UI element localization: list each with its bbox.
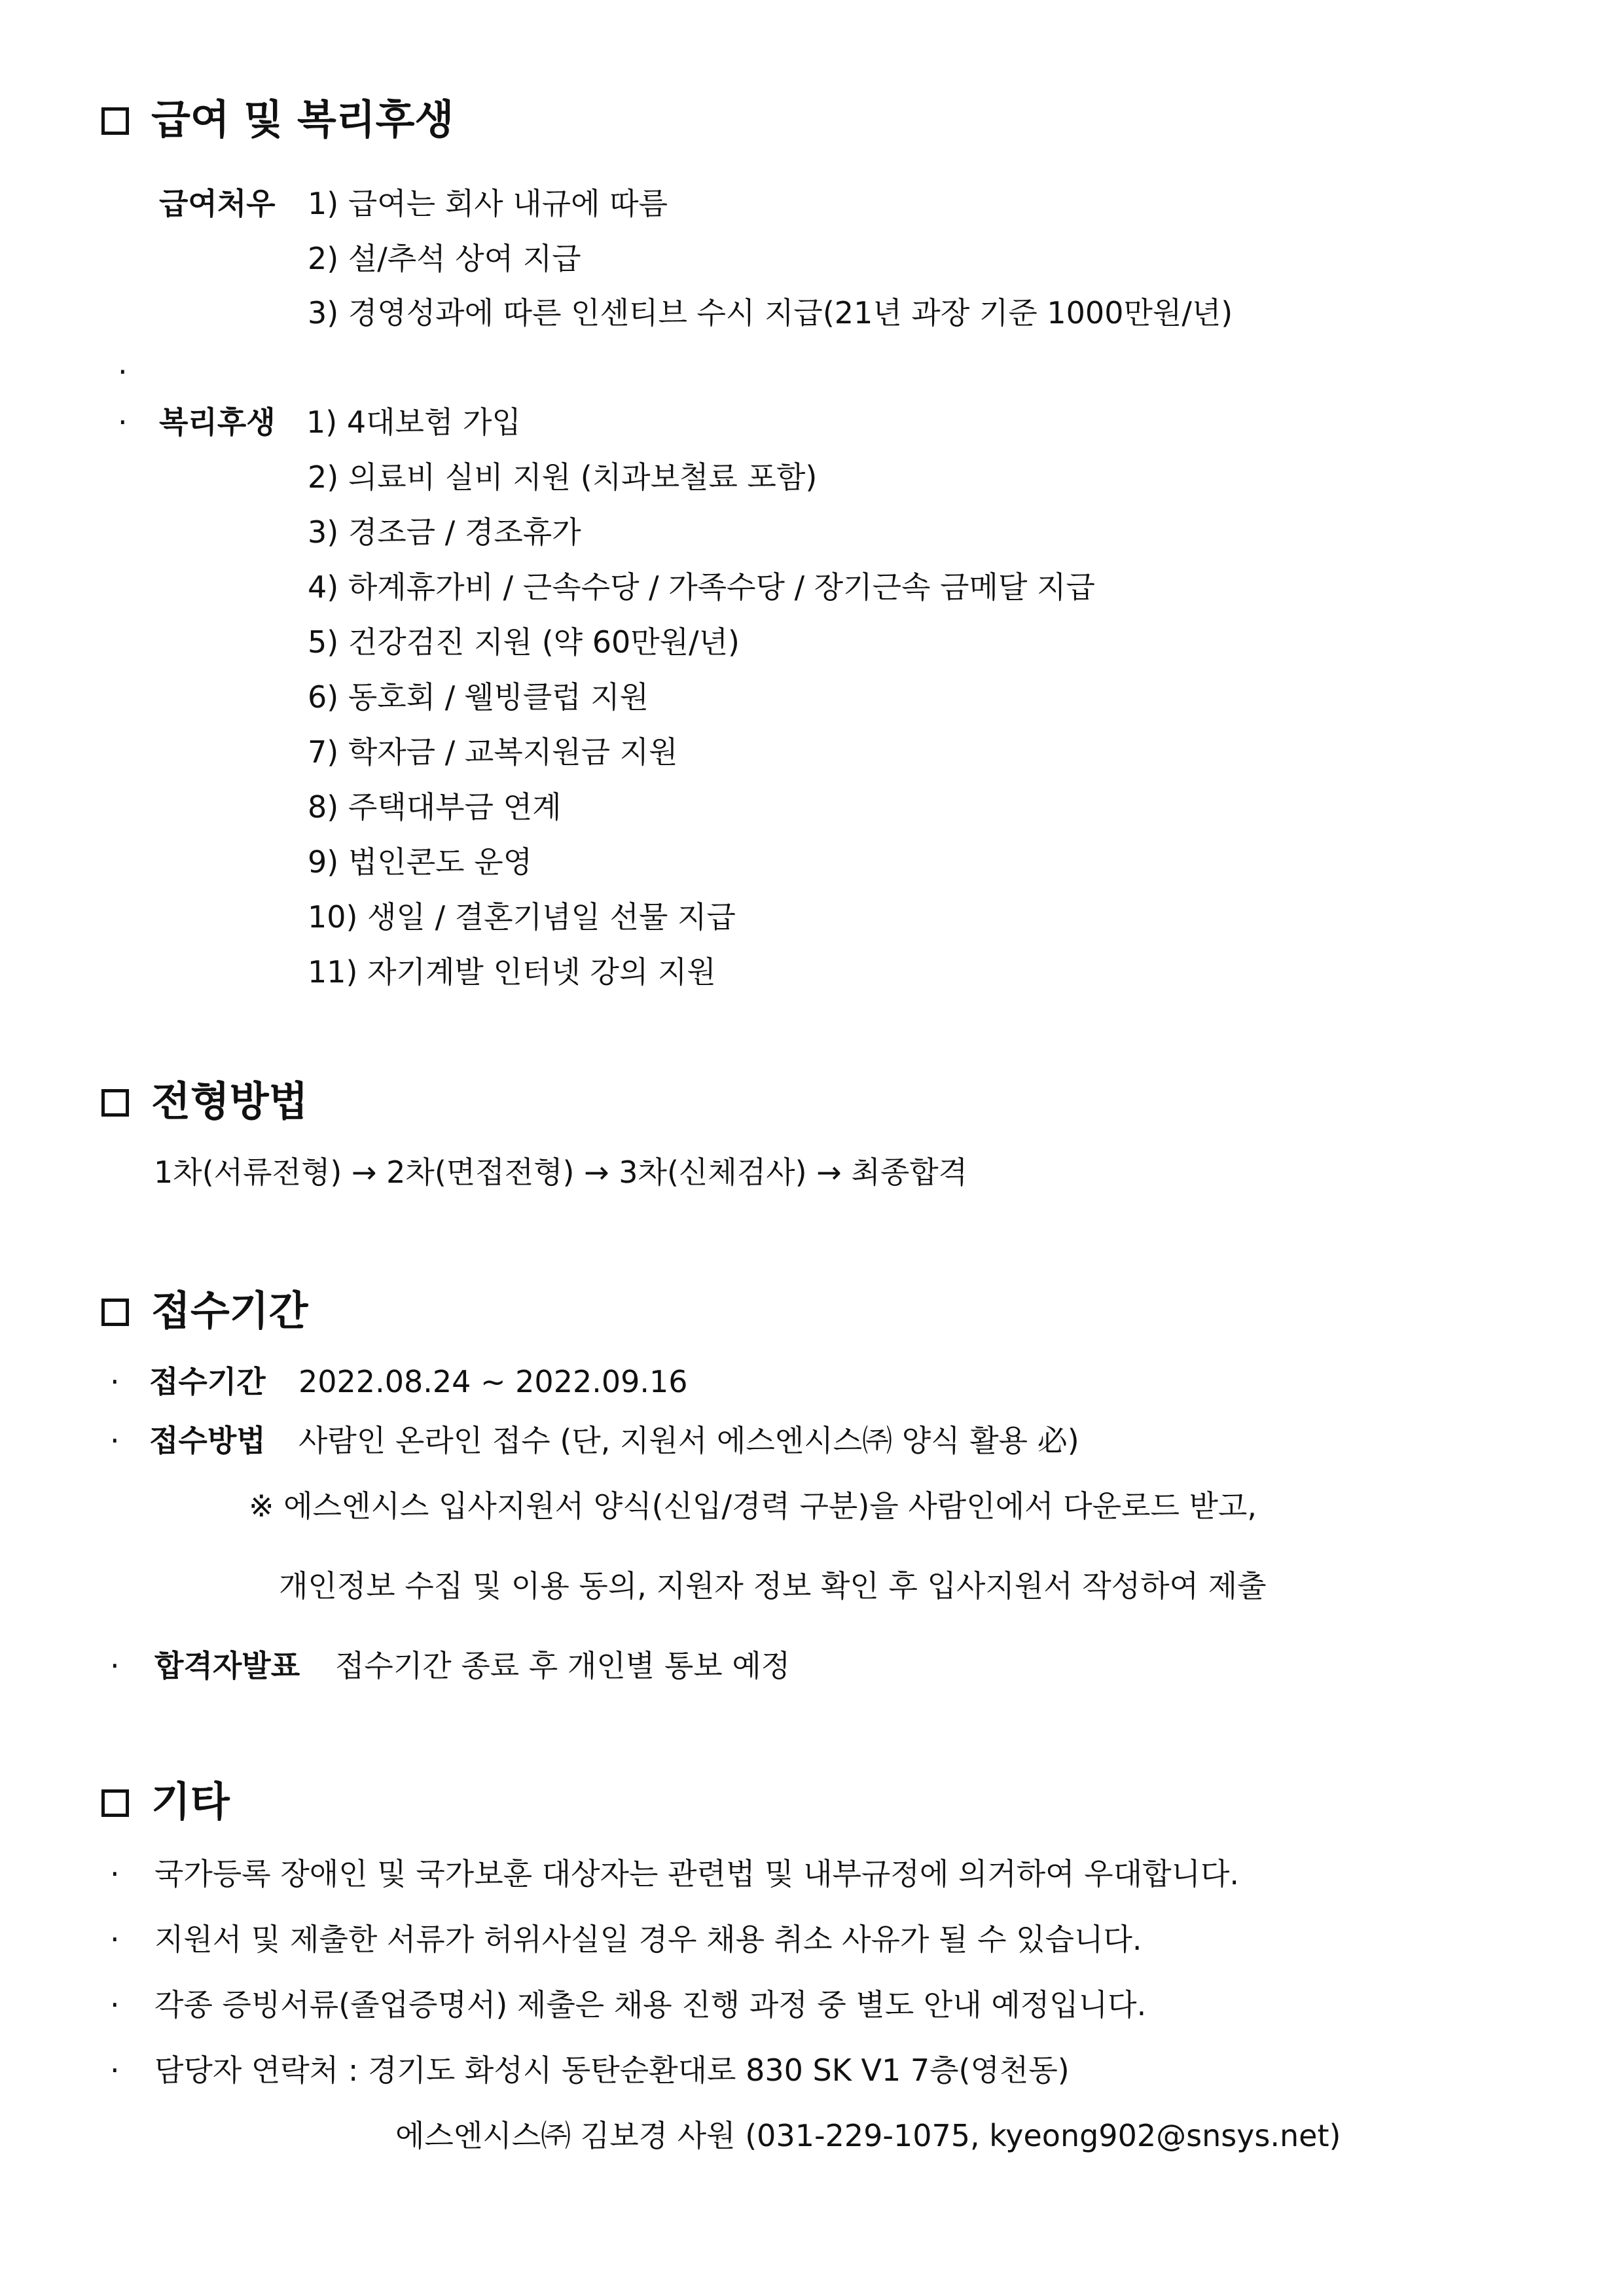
period-value: 2022.08.24 ~ 2022.09.16 — [298, 1364, 688, 1399]
section-heading-other — [101, 1778, 230, 1825]
bullet-dot: · — [110, 1987, 120, 2022]
section-title: 접수기간 — [151, 1287, 308, 1335]
bullet-dot: · — [110, 1364, 120, 1399]
announce-value: 접수기간 종료 후 개인별 통보 예정 — [335, 1648, 791, 1683]
period-label: 접수기간 — [149, 1364, 266, 1399]
welfare-item-2: 2) 의료비 실비 지원 (치과보철료 포함) — [308, 459, 818, 495]
welfare-item-6: 6) 동호회 / 웰빙클럽 지원 — [308, 679, 649, 715]
welfare-item-4: 4) 하계휴가비 / 근속수당 / 가족수당 / 장기근속 금메달 지급 — [308, 569, 1095, 605]
checkbox-square-icon — [101, 1299, 129, 1326]
method-value: 사람인 온라인 접수 (단, 지원서 에스엔시스㈜ 양식 활용 必) — [298, 1423, 1079, 1458]
welfare-item-10: 10) 생일 / 결혼기념일 선물 지급 — [308, 899, 736, 935]
bullet-dot: · — [110, 1648, 120, 1683]
welfare-item-8: 8) 주택대부금 연계 — [308, 789, 562, 825]
note-line-1: ※ 에스엔시스 입사지원서 양식(신입/경력 구분)을 사람인에서 다운로드 받고, — [249, 1488, 1257, 1524]
other-item-3: 각종 증빙서류(졸업증명서) 제출은 채용 진행 과정 중 별도 안내 예정입니다. — [154, 1987, 1147, 2022]
stray-dot: . — [118, 346, 128, 381]
section-title: 전형방법 — [151, 1077, 308, 1125]
salary-label: 급여처우 — [159, 186, 276, 221]
note-line-2: 개인정보 수집 및 이용 동의, 지원자 정보 확인 후 입사지원서 작성하여 제출 — [279, 1568, 1267, 1604]
welfare-item-11: 11) 자기계발 인터넷 강의 지원 — [308, 954, 716, 990]
other-item-4: 담당자 연락처 : 경기도 화성시 동탄순환대로 830 SK V1 7층(영천동) — [154, 2053, 1070, 2088]
method-label: 접수방법 — [149, 1423, 266, 1458]
salary-item-2: 2) 설/추석 상여 지급 — [308, 241, 581, 276]
salary-item-3: 3) 경영성과에 따른 인센티브 수시 지급(21년 과장 기준 1000만원/년) — [308, 295, 1233, 331]
welfare-item-1: 1) 4대보험 가입 — [306, 404, 521, 440]
other-item-2: 지원서 및 제출한 서류가 허위사실일 경우 채용 취소 사유가 될 수 있습니다. — [154, 1922, 1142, 1957]
selection-flow: 1차(서류전형) → 2차(면접전형) → 3차(신체검사) → 최종합격 — [154, 1155, 968, 1190]
salary-item-1: 1) 급여는 회사 내규에 따름 — [308, 186, 668, 221]
section-heading-selection — [101, 1077, 308, 1125]
section-heading-application — [101, 1287, 308, 1335]
bullet-dot: · — [110, 1856, 120, 1892]
welfare-item-7: 7) 학자금 / 교복지원금 지원 — [308, 734, 678, 770]
welfare-item-3: 3) 경조금 / 경조휴가 — [308, 514, 581, 550]
bullet-dot: · — [110, 2053, 120, 2088]
section-title: 기타 — [151, 1778, 230, 1825]
welfare-item-5: 5) 건강검진 지원 (약 60만원/년) — [308, 624, 740, 660]
bullet-dot: · — [110, 1922, 120, 1957]
welfare-item-9: 9) 법인콘도 운영 — [308, 844, 533, 880]
bullet-dot: · — [110, 1423, 120, 1458]
checkbox-square-icon — [101, 1789, 129, 1817]
checkbox-square-icon — [101, 1089, 129, 1117]
contact-line: 에스엔시스㈜ 김보경 사원 (031-229-1075, kyeong902@snsys.net) — [395, 2118, 1341, 2153]
announce-label: 합격자발표 — [154, 1648, 300, 1683]
welfare-label: 복리후생 — [159, 404, 276, 440]
bullet-dot: · — [118, 404, 128, 440]
section-heading-benefits — [101, 96, 454, 143]
checkbox-square-icon — [101, 107, 129, 135]
other-item-1: 국가등록 장애인 및 국가보훈 대상자는 관련법 및 내부규정에 의거하여 우대합니다. — [154, 1856, 1240, 1892]
section-title: 급여 및 복리후생 — [151, 96, 454, 143]
